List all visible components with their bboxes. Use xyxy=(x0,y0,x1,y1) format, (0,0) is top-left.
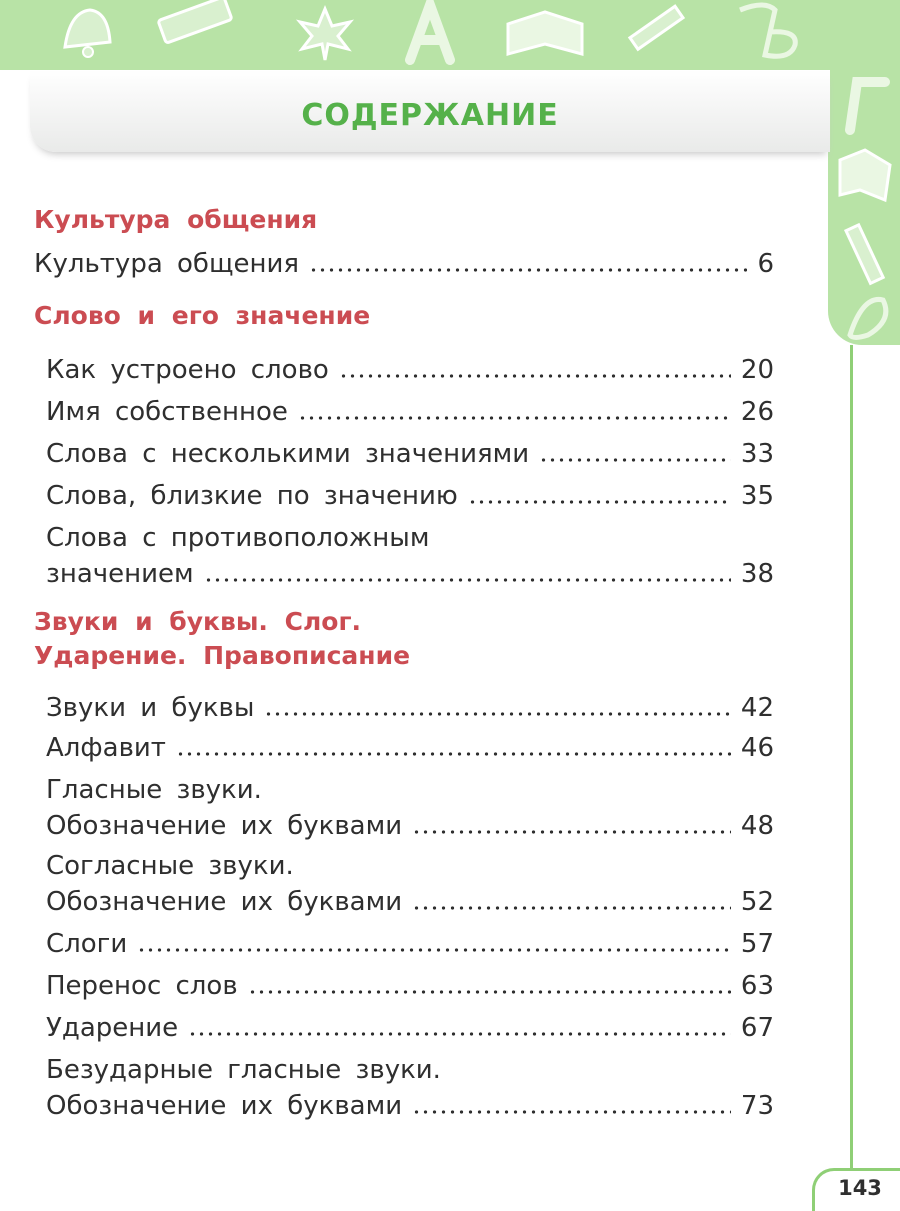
toc-entry-title: Обозначение их буквами xyxy=(46,811,403,841)
toc-entry-page: 42 xyxy=(740,693,774,723)
toc-entry-title: Культура общения xyxy=(34,249,299,279)
toc-entry[interactable] xyxy=(46,808,774,844)
toc-entry-title: Перенос слов xyxy=(46,971,238,1001)
toc-entry-title: Имя собственное xyxy=(46,397,288,427)
dot-leader xyxy=(468,500,731,504)
page-title: СОДЕРЖАНИЕ xyxy=(301,98,559,133)
dot-leader xyxy=(412,906,731,910)
section-heading: Культура общения xyxy=(34,205,318,234)
toc-entry[interactable] xyxy=(46,478,774,514)
dot-leader xyxy=(176,752,731,756)
toc-entry-page: 67 xyxy=(740,1013,774,1043)
dot-leader xyxy=(412,1110,731,1114)
dot-leader xyxy=(412,830,731,834)
dot-leader xyxy=(539,458,731,462)
toc-entry-title: Слова, близкие по значению xyxy=(46,481,458,511)
toc-entry-title-line1: Согласные звуки. xyxy=(46,851,294,881)
toc-entry-page: 33 xyxy=(740,439,774,469)
toc-entry-page: 73 xyxy=(740,1091,774,1121)
toc-entry-title-line1: Безударные гласные звуки. xyxy=(46,1055,441,1085)
toc-entry-title: Обозначение их буквами xyxy=(46,1091,403,1121)
dot-leader xyxy=(188,1032,731,1036)
dot-leader xyxy=(298,416,731,420)
toc-entry-title: Обозначение их буквами xyxy=(46,887,403,917)
toc-entry-page: 57 xyxy=(740,929,774,959)
toc-entry-page: 52 xyxy=(740,887,774,917)
toc-entry[interactable] xyxy=(46,690,774,726)
dot-leader xyxy=(248,990,731,994)
toc-entry-page: 38 xyxy=(740,559,774,589)
dot-leader xyxy=(137,948,731,952)
section-heading: Ударение. Правописание xyxy=(34,641,411,670)
toc-entry-title-line1: Слова с противоположным xyxy=(46,523,430,553)
toc-entry[interactable] xyxy=(46,1010,774,1046)
toc-entry-page: 6 xyxy=(757,249,774,279)
toc-entry[interactable] xyxy=(34,246,774,282)
toc-entry[interactable] xyxy=(46,730,774,766)
dot-leader xyxy=(264,712,731,716)
toc-entry[interactable] xyxy=(46,968,774,1004)
section-heading: Звуки и буквы. Слог. xyxy=(34,607,362,636)
toc-entry-page: 35 xyxy=(740,481,774,511)
toc-entry[interactable] xyxy=(46,884,774,920)
toc-entry[interactable] xyxy=(46,352,774,388)
toc-entry-page: 20 xyxy=(740,355,774,385)
toc-entry-title: Слоги xyxy=(46,929,128,959)
toc-entry-page: 26 xyxy=(740,397,774,427)
dot-leader xyxy=(309,268,747,272)
toc-entry-title: Звуки и буквы xyxy=(46,693,255,723)
page-number: 143 xyxy=(838,1176,882,1200)
toc-entry-page: 63 xyxy=(740,971,774,1001)
toc-entry-title: Слова с несколькими значениями xyxy=(46,439,530,469)
toc-entry[interactable] xyxy=(46,926,774,962)
toc-entry-title-line1: Гласные звуки. xyxy=(46,775,262,805)
toc-entry[interactable] xyxy=(46,1088,774,1124)
toc-entry[interactable] xyxy=(46,556,774,592)
toc-entry-title: Как устроено слово xyxy=(46,355,329,385)
toc-entry[interactable] xyxy=(46,394,774,430)
dot-leader xyxy=(204,578,731,582)
toc-entry-title: Ударение xyxy=(46,1013,179,1043)
toc-entry-page: 48 xyxy=(740,811,774,841)
toc-entry-title: Алфавит xyxy=(46,733,166,763)
toc-entry-title: значением xyxy=(46,559,194,589)
toc-entry[interactable] xyxy=(46,436,774,472)
toc-entry-page: 46 xyxy=(740,733,774,763)
dot-leader xyxy=(339,374,731,378)
section-heading: Слово и его значение xyxy=(34,301,371,330)
